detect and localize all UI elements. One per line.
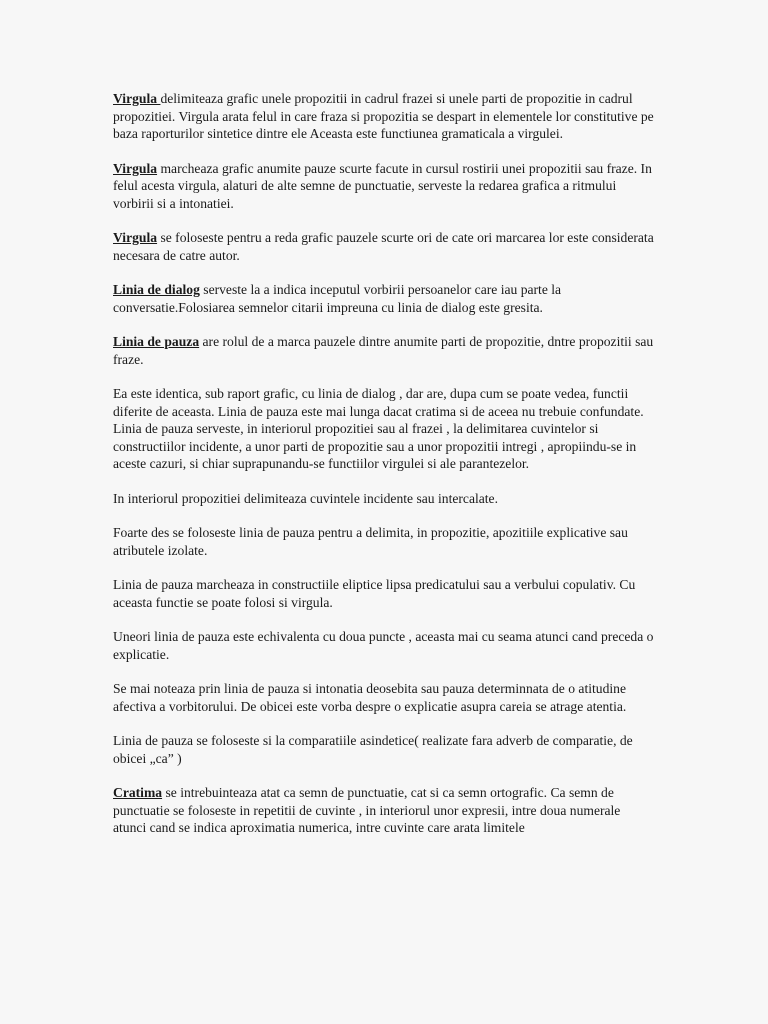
paragraph-text: In interiorul propozitiei delimiteaza cuvintele incidente sau intercalate. (113, 490, 498, 506)
paragraph (113, 680, 655, 715)
paragraph (113, 490, 655, 508)
paragraph-text: Uneori linia de pauza este echivalenta cu doua puncte , aceasta mai cu seama atunci cand preceda o explicatie. (113, 629, 654, 662)
paragraph-term: Virgula (113, 91, 161, 106)
paragraph (113, 160, 655, 213)
paragraph-term: Virgula (113, 160, 158, 176)
paragraph-text: are rolul de a marca pauzele dintre anumite parti de propozitie, dntre propozitii sau fraze. (113, 334, 654, 367)
paragraph (113, 281, 655, 316)
paragraph-term: Cratima (113, 785, 163, 800)
paragraph (113, 229, 655, 264)
paragraph-text: Foarte des se foloseste linia de pauza pentru a delimita, in propozitie, apozitiile explicative sau atributele izolate. (113, 525, 628, 558)
paragraph (113, 784, 655, 837)
paragraph-text: Linia de pauza se foloseste si la comparatiile asindetice( realizate fara adverb de comparatie, de obicei „ca” ) (113, 733, 633, 766)
paragraph-text: Se mai noteaza prin linia de pauza si intonatia deosebita sau pauza determinnata de o atitudine afectiva a vorbitorului. De obicei este vorba despre o explicatie asupra careia se atrage atentia. (113, 681, 627, 714)
paragraph-term: Linia de dialog (113, 282, 200, 297)
paragraph-term: Virgula (113, 230, 158, 245)
paragraph-text: Linia de pauza marcheaza in constructiile eliptice lipsa predicatului sau a verbului copulativ. Cu aceasta functie se poate folosi si virgula. (113, 577, 636, 610)
paragraph (113, 333, 655, 368)
paragraph-text: se foloseste pentru a reda grafic pauzele scurte ori de cate ori marcarea lor este considerata necesara de catre autor. (113, 230, 654, 263)
paragraph-text: se intrebuinteaza atat ca semn de punctuatie, cat si ca semn ortografic. Ca semn de punctuatie se foloseste in repetitii de cuvinte , in interiorul unor expresii, intre doua numerale atunci cand se indica aproximatia numerica, intre cuvinte care arata limitele (113, 785, 621, 835)
paragraph-text: serveste la a indica inceputul vorbirii persoanelor care iau parte la conversatie.Folosiarea semnelor citarii impreuna cu linia de dialog este gresita. (113, 282, 562, 315)
paragraph (113, 732, 655, 767)
paragraph-term: Linia de pauza (113, 334, 200, 349)
paragraph-text: delimiteaza grafic unele propozitii in cadrul frazei si unele parti de propozitie in cadrul propozitiei. Virgula arata felul in care fraza si propozitia se despart in elementele lor constitutive pe baza raporturilor sintetice dintre ele Aceasta este functiunea gramaticala a virgulei. (113, 91, 654, 141)
paragraph (113, 524, 655, 559)
document-body (113, 90, 655, 854)
paragraph (113, 90, 655, 143)
paragraph (113, 385, 655, 473)
paragraph-text: marcheaza grafic anumite pauze scurte facute in cursul rostirii unei propozitii sau fraze. In felul acesta virgula, alaturi de alte semne de punctuatie, serveste la redarea grafica a ritmului vorbirii si a intonatiei. (113, 160, 652, 211)
paragraph (113, 576, 655, 611)
paragraph (113, 628, 655, 663)
paragraph-text: Ea este identica, sub raport grafic, cu linia de dialog , dar are, dupa cum se poate vedea, functii diferite de aceasta. Linia de pauza este mai lunga dacat cratima si de aceea nu trebuie confundate. Linia de pauza serveste, in interiorul propozitiei sau al frazei , la delimitarea cuvintelor si constructiilor incidente, a unor parti de propozitie sau a unor propozitii intregi , apropiindu-se in aceste cazuri, si chiar suprapunandu-se functiilor virgulei si ale parantezelor. (113, 386, 644, 471)
